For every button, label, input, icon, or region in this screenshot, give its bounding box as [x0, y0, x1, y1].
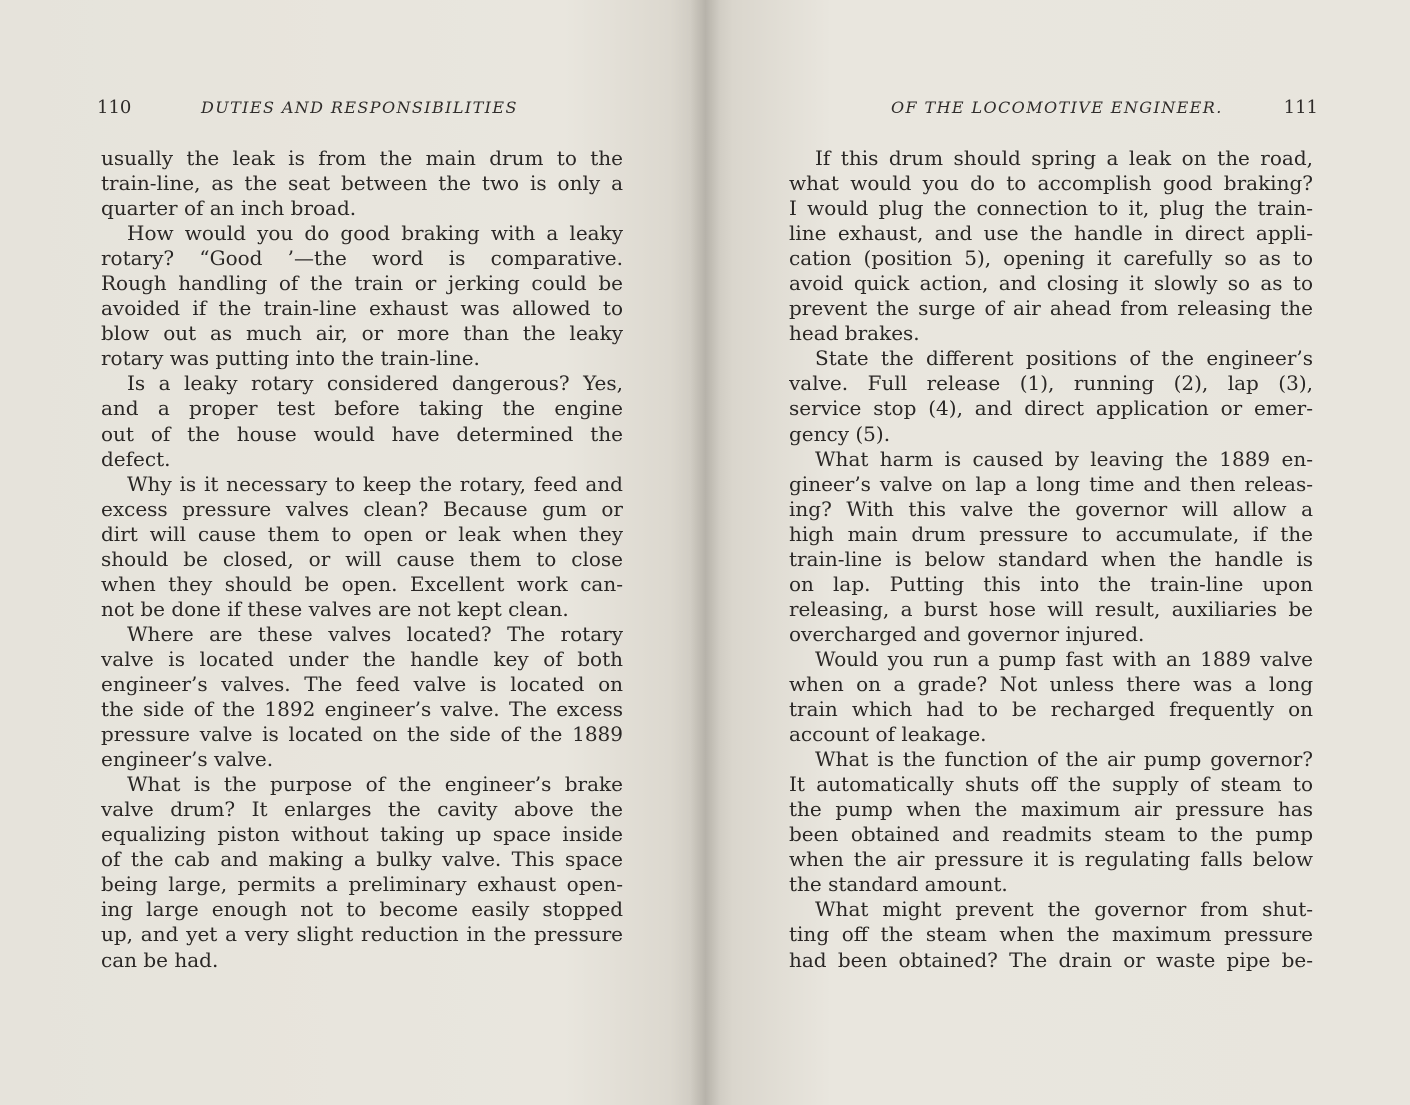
text-line: train-line, as the seat between the two is only a	[101, 171, 623, 196]
text-line: defect.	[101, 446, 171, 471]
text-line: prevent the surge of air ahead from releasing the	[789, 296, 1313, 321]
text-line: What is the purpose of the engineer’s brake	[127, 772, 623, 797]
right-page	[705, 0, 1410, 1105]
text-line: pressure valve is located on the side of the 1889	[101, 722, 623, 747]
right-page-number: 111	[1283, 97, 1318, 118]
text-line: engineer’s valves. The feed valve is located on	[101, 671, 623, 696]
text-line: up, and yet a very slight reduction in the pressure	[101, 922, 623, 947]
text-line: when on a grade? Not unless there was a long	[789, 671, 1313, 696]
text-line: the standard amount.	[789, 872, 1008, 897]
text-line: ing large enough not to become easily stopped	[101, 897, 623, 922]
text-line: valve. Full release (1), running (2), lap (3),	[789, 371, 1313, 396]
text-line: It automatically shuts off the supply of steam to	[789, 772, 1313, 797]
text-line: rotary? “Good ’—the word is comparative.	[101, 246, 623, 271]
text-line: head brakes.	[789, 321, 920, 346]
text-line: usually the leak is from the main drum to the	[101, 146, 623, 170]
text-line: been obtained and readmits steam to the pump	[789, 822, 1313, 847]
text-line: on lap. Putting this into the train-line upon	[789, 571, 1313, 596]
text-line: out of the house would have determined the	[101, 421, 623, 446]
text-line: equalizing piston without taking up space inside	[101, 822, 623, 847]
text-line: quarter of an inch broad.	[101, 196, 357, 221]
right-body-text	[789, 146, 1313, 973]
text-line: excess pressure valves clean? Because gum or	[101, 496, 623, 521]
text-line: and a proper test before taking the engine	[101, 396, 623, 421]
text-line: high main drum pressure to accumulate, if the	[789, 521, 1313, 546]
text-line: can be had.	[101, 947, 219, 972]
text-line: when the air pressure it is regulating falls below	[789, 847, 1313, 872]
text-line: being large, permits a preliminary exhaust open-	[101, 872, 623, 897]
text-line: engineer’s valve.	[101, 747, 274, 772]
text-line: Where are these valves located? The rotary	[127, 621, 623, 646]
text-line: when they should be open. Excellent work can-	[101, 571, 623, 596]
right-running-head	[790, 97, 1318, 121]
text-line: line exhaust, and use the handle in direct appli-	[789, 221, 1313, 246]
text-line: dirt will cause them to open or leak when they	[101, 521, 623, 546]
left-page-number: 110	[97, 97, 132, 118]
text-line: rotary was putting into the train-line.	[101, 346, 480, 371]
text-line: should be closed, or will cause them to close	[101, 546, 623, 571]
text-line: State the different positions of the engineer’s	[815, 346, 1313, 371]
text-line: what would you do to accomplish good braking?	[789, 171, 1313, 196]
text-line: the side of the 1892 engineer’s valve. The excess	[101, 697, 623, 722]
text-line: How would you do good braking with a leaky	[127, 221, 623, 246]
text-line: avoid quick action, and closing it slowly so as to	[789, 271, 1313, 296]
text-line: What might prevent the governor from shut-	[815, 897, 1313, 922]
text-line: cation (position 5), opening it carefully so as to	[789, 246, 1313, 271]
left-body-text	[101, 146, 623, 973]
text-line: the pump when the maximum air pressure has	[789, 797, 1313, 822]
text-line: What harm is caused by leaving the 1889 en-	[815, 446, 1313, 471]
text-line: ting off the steam when the maximum pressure	[789, 922, 1313, 947]
text-line: gineer’s valve on lap a long time and then releas-	[789, 471, 1313, 496]
text-line: account of leakage.	[789, 722, 987, 747]
text-line: I would plug the connection to it, plug the train-	[789, 196, 1313, 221]
text-line: Would you run a pump fast with an 1889 valve	[815, 646, 1313, 671]
text-line: valve is located under the handle key of both	[101, 646, 623, 671]
text-line: Why is it necessary to keep the rotary, feed and	[127, 471, 623, 496]
text-line: releasing, a burst hose will result, auxiliaries be	[789, 596, 1313, 621]
text-line: avoided if the train-line exhaust was allowed to	[101, 296, 623, 321]
text-line: valve drum? It enlarges the cavity above the	[101, 797, 623, 822]
text-line: What is the function of the air pump governor?	[815, 747, 1313, 772]
left-running-head-title: DUTIES AND RESPONSIBILITIES	[201, 98, 518, 117]
text-line: If this drum should spring a leak on the road,	[815, 146, 1313, 170]
text-line: train which had to be recharged frequently on	[789, 697, 1313, 722]
text-line: service stop (4), and direct application or emer-	[789, 396, 1313, 421]
text-line: gency (5).	[789, 421, 891, 446]
text-line: had been obtained? The drain or waste pipe be-	[789, 947, 1313, 972]
text-line: not be done if these valves are not kept clean.	[101, 596, 569, 621]
left-running-head	[97, 97, 627, 121]
text-line: overcharged and governor injured.	[789, 621, 1145, 646]
text-line: Rough handling of the train or jerking could be	[101, 271, 623, 296]
text-line: Is a leaky rotary considered dangerous? Yes,	[127, 371, 623, 396]
text-line: train-line is below standard when the handle is	[789, 546, 1313, 571]
text-line: of the cab and making a bulky valve. This space	[101, 847, 623, 872]
right-running-head-title: OF THE LOCOMOTIVE ENGINEER.	[891, 98, 1223, 117]
text-line: ing? With this valve the governor will allow a	[789, 496, 1313, 521]
text-line: blow out as much air, or more than the leaky	[101, 321, 623, 346]
